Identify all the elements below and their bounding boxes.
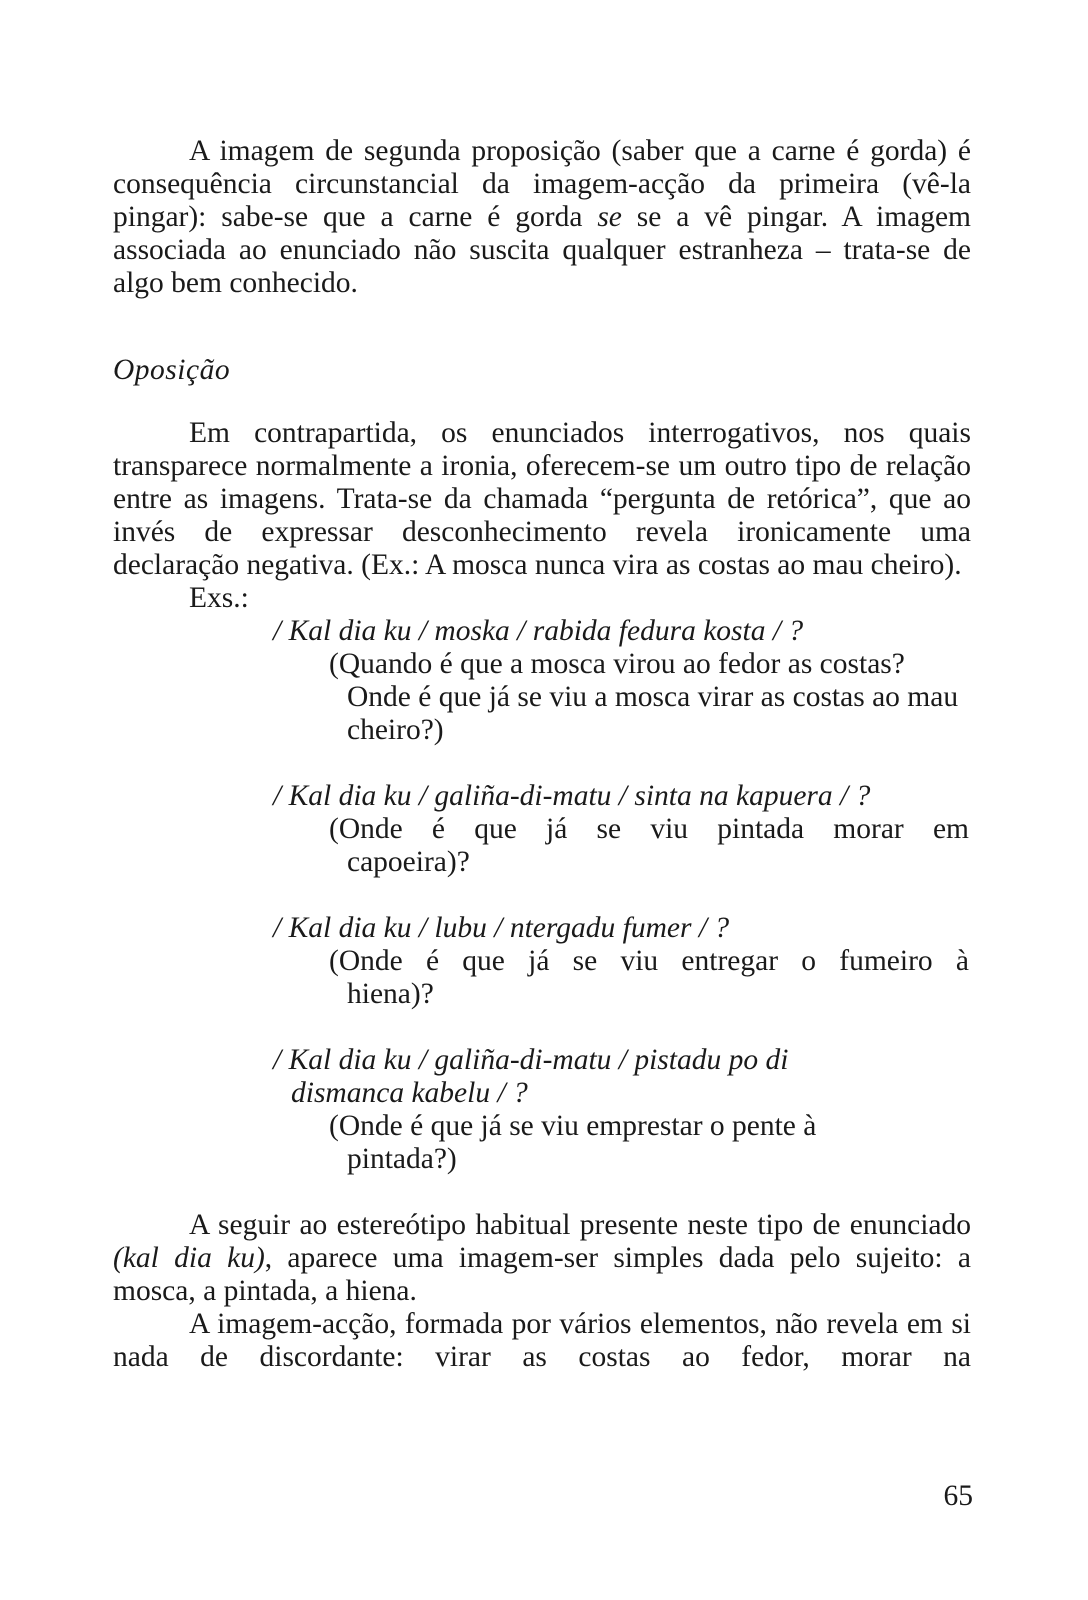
example-gloss-continuation: pintada?) <box>347 1143 457 1175</box>
paragraph-2: Em contrapartida, os enunciados interrogativos, nos quais transparece normalmente a ironia, oferecem-se um outro tipo de relação entre as imagens. Trata-se da chamada “pergunta de retórica”, que ao invés de expressar desconhecimento revela ironicamente uma declaração negativa. (Ex.: A mosca nunca vira as costas ao mau cheiro). <box>113 417 971 581</box>
example-gloss-continuation: hiena)? <box>347 978 434 1010</box>
paragraph-1 <box>113 135 971 300</box>
example-gloss-continuation: capoeira)? <box>347 846 470 878</box>
example-gloss: (Onde é que já se viu emprestar o pente à <box>329 1110 817 1142</box>
example-gloss: (Onde é que já se viu entregar o fumeiro à <box>329 945 969 977</box>
example-item <box>273 780 971 879</box>
paragraph-3-italic: (kal dia ku) <box>113 1242 265 1274</box>
example-proverb: / Kal dia ku / moska / rabida fedura kosta / ? <box>273 615 804 647</box>
example-proverb: / Kal dia ku / galiña-di-matu / sinta na kapuera / ? <box>273 780 871 812</box>
page-number: 65 <box>943 1480 973 1512</box>
example-gloss-continuation: Onde é que já se viu a mosca virar as costas ao mau cheiro?) <box>347 681 959 746</box>
examples-label: Exs.: <box>189 582 249 614</box>
paragraph-3 <box>113 1209 971 1308</box>
paragraph-3-text-b: , aparece uma imagem-ser simples dada pelo sujeito: a mosca, a pintada, a hiena. <box>113 1242 971 1307</box>
example-item <box>273 912 971 1011</box>
example-gloss: (Onde é que já se viu pintada morar em <box>329 813 969 845</box>
example-proverb: / Kal dia ku / lubu / ntergadu fumer / ? <box>273 912 730 944</box>
paragraph-4: A imagem-acção, formada por vários elementos, não revela em si nada de discordante: virar as costas ao fedor, morar na <box>113 1308 971 1373</box>
paragraph-1-text-a: A imagem de segunda proposição (saber que a carne é gorda) é consequência circunstancial da imagem-acção da primeira (vê-la pingar): sabe-se que a carne é gorda <box>113 135 971 233</box>
section-heading: Oposição <box>113 354 231 386</box>
paragraph-1-italic: se <box>597 201 622 233</box>
examples-list <box>113 615 971 1176</box>
page-body <box>113 135 971 1374</box>
example-gloss: (Quando é que a mosca virou ao fedor as costas? <box>329 648 905 680</box>
example-proverb-continuation: dismanca kabelu / ? <box>291 1077 528 1109</box>
example-item <box>273 615 971 747</box>
example-item <box>273 1044 971 1176</box>
paragraph-1-text-b: se a vê pingar. A imagem associada ao enunciado não suscita qualquer estranheza – trata-se de algo bem conhecido. <box>113 201 971 299</box>
example-proverb: / Kal dia ku / galiña-di-matu / pistadu po di <box>273 1044 789 1076</box>
paragraph-3-text-a: A seguir ao estereótipo habitual presente neste tipo de enunciado <box>189 1209 971 1241</box>
